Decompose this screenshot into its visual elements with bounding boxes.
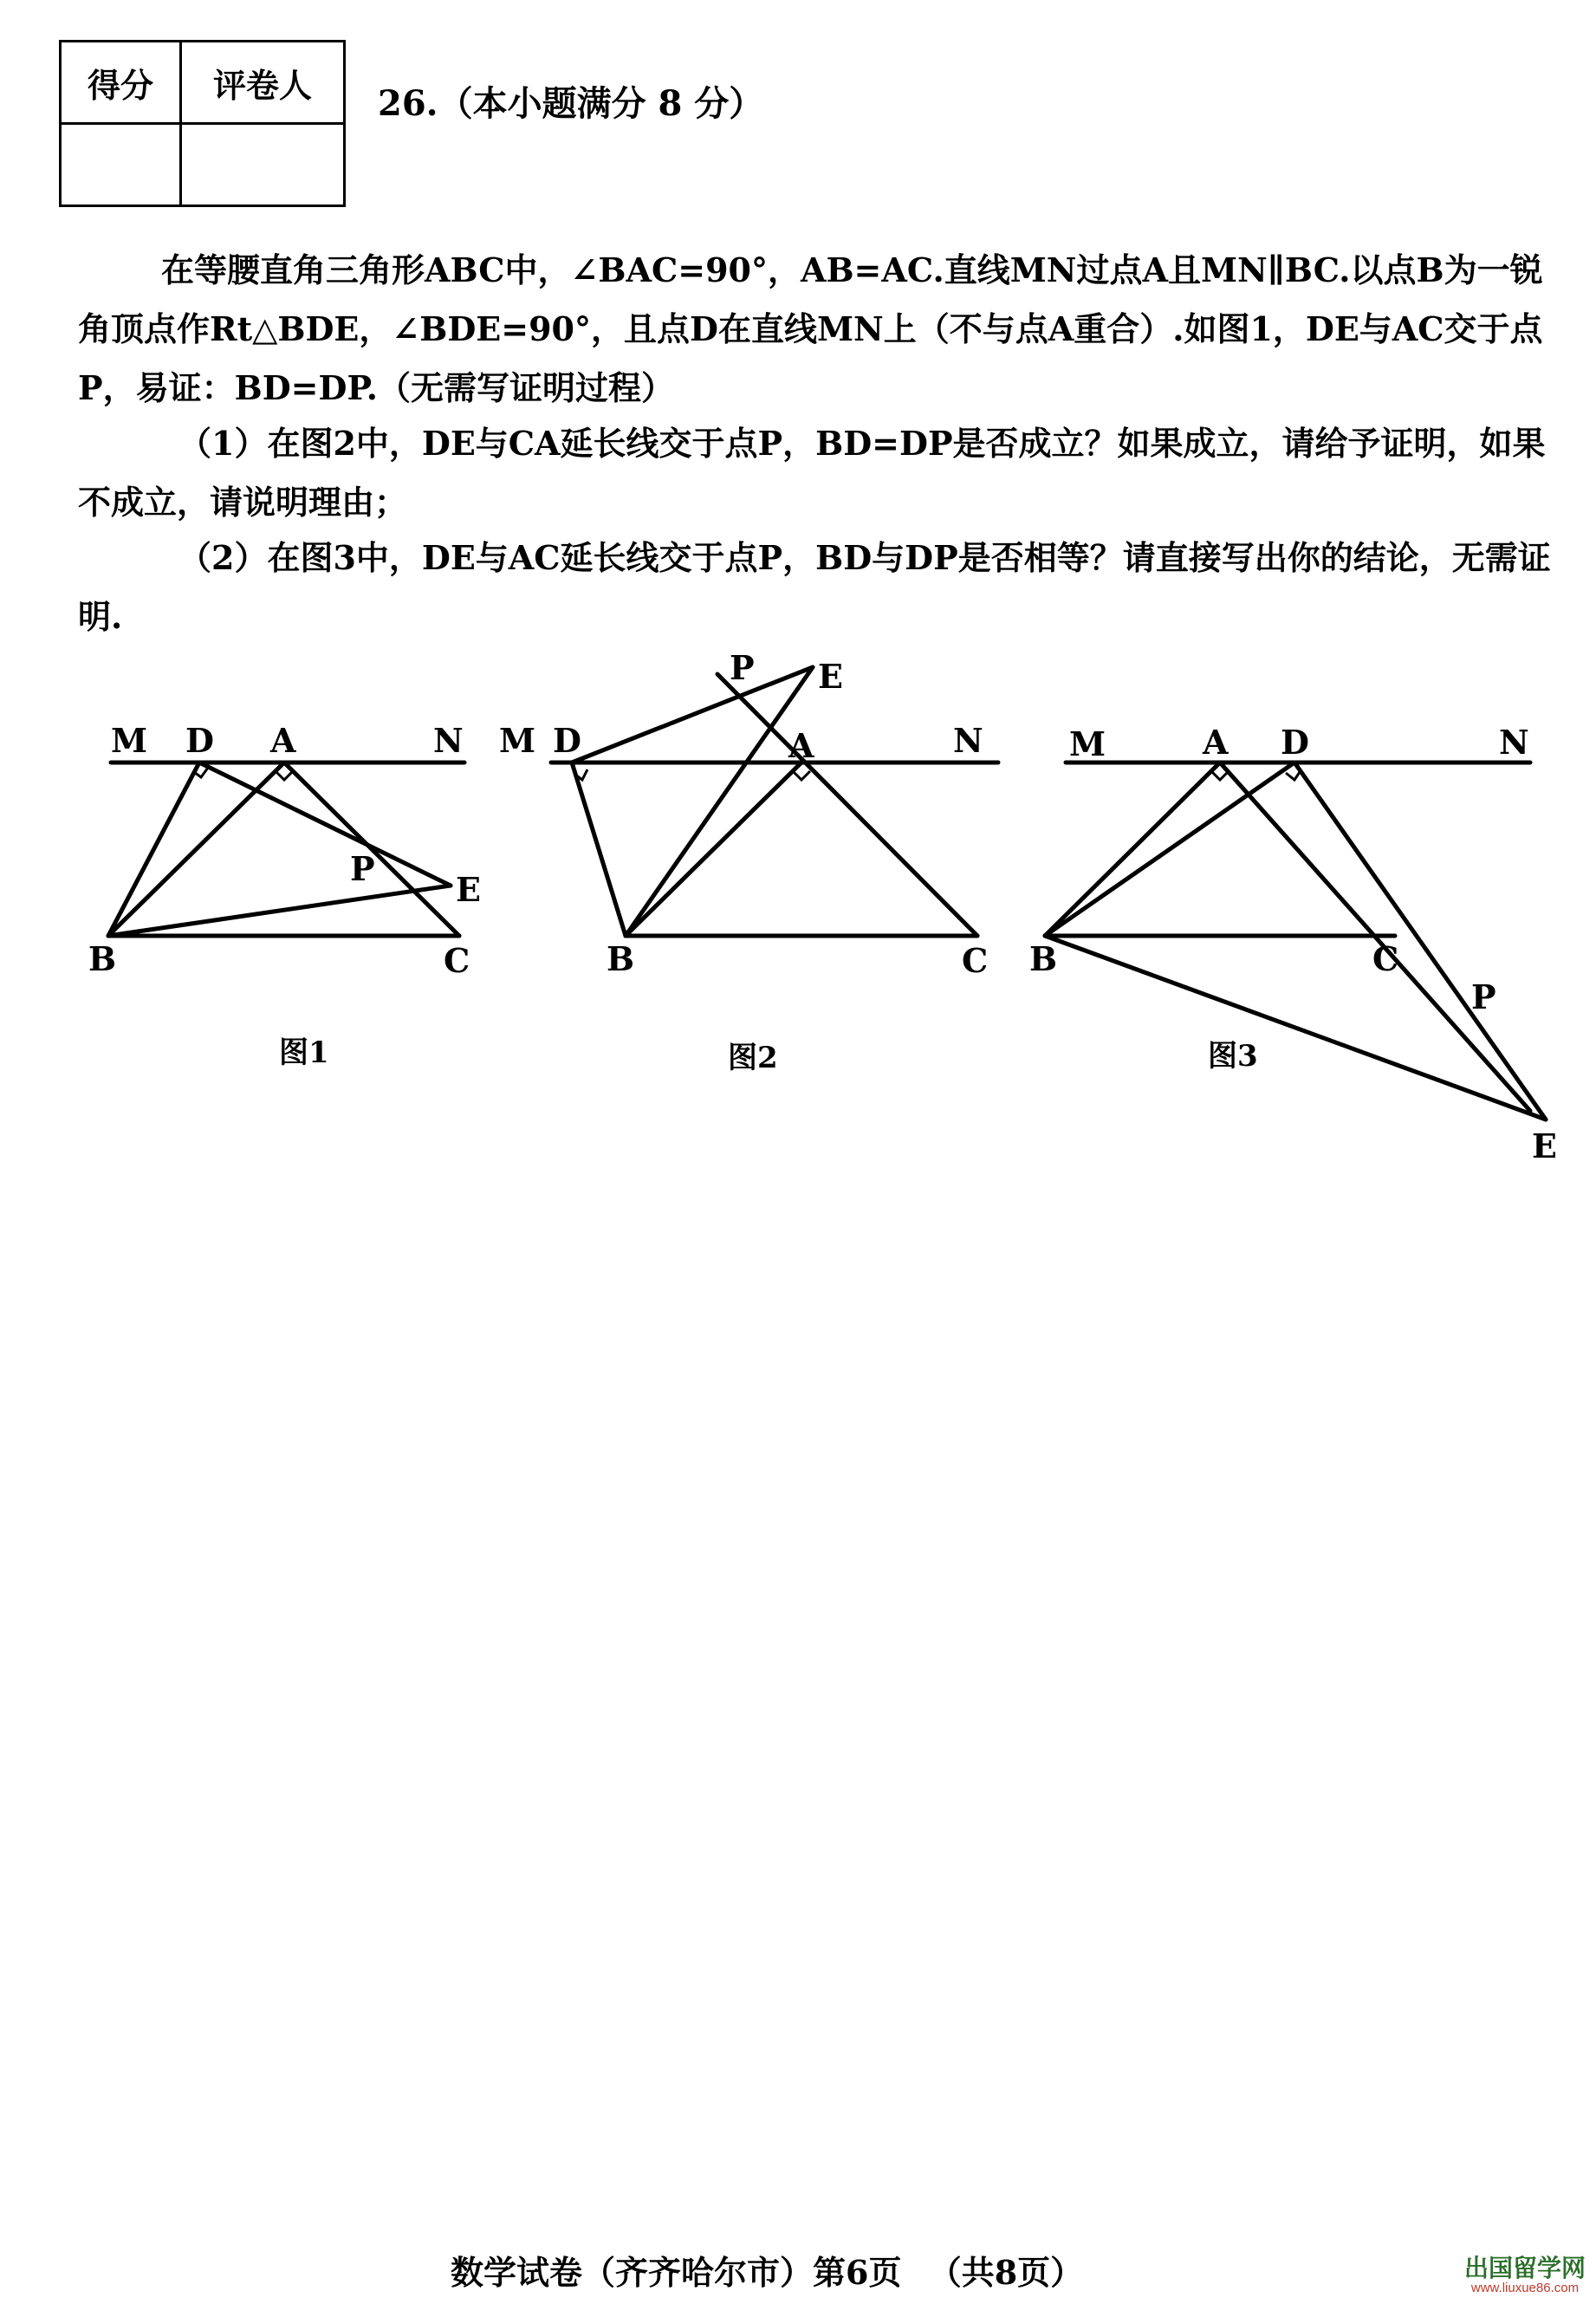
fig1-line-de xyxy=(199,763,451,886)
fig1-label-d: D xyxy=(185,721,214,760)
question-part-2: （2）在图3中，DE与AC延长线交于点P，BD与DP是否相等？请直接写出你的结论，无需证明. xyxy=(78,538,1551,636)
fig1-line-ba xyxy=(108,763,284,936)
figure-1 xyxy=(88,721,481,1070)
fig3-line-ba xyxy=(1045,763,1220,936)
fig2-caption: 图2 xyxy=(728,1041,778,1075)
fig3-line-be xyxy=(1045,936,1546,1120)
watermark-url: www.liuxue86.com xyxy=(1470,2281,1580,2295)
fig2-label-c: C xyxy=(962,941,989,980)
fig2-label-a: A xyxy=(788,726,814,765)
fig3-right-angle-a xyxy=(1211,771,1229,780)
figure-3 xyxy=(1029,723,1557,1165)
fig3-right-angle-d xyxy=(1286,769,1301,780)
footer-total: （共8页） xyxy=(928,2253,1084,2292)
fig1-label-b: B xyxy=(88,939,117,978)
question-intro: 在等腰直角三角形ABC中，∠BAC=90°，AB=AC.直线MN过点A且MN∥BC.以点B为一锐角顶点作Rt△BDE，∠BDE=90°，且点D在直线MN上（不与点A重合）.如图1，DE与AC交于点P，易证：BD=DP.（无需写证明过程） xyxy=(78,250,1543,407)
fig2-label-d: D xyxy=(553,721,581,760)
fig1-line-be xyxy=(108,886,451,936)
figure-2 xyxy=(499,648,998,1075)
fig1-line-bd xyxy=(108,763,199,936)
footer-exam: 数学试卷（齐齐哈尔市）第6页 xyxy=(451,2253,902,2292)
fig2-line-bd xyxy=(572,763,626,936)
fig3-label-a: A xyxy=(1203,723,1229,762)
fig1-label-a: A xyxy=(270,721,296,760)
fig3-label-m: M xyxy=(1069,724,1106,763)
watermark xyxy=(1464,2255,1586,2295)
fig1-label-n: N xyxy=(433,721,464,760)
fig2-label-m: M xyxy=(499,721,536,760)
question-part-1: （1）在图2中，DE与CA延长线交于点P，BD=DP是否成立？如果成立，请给予证明，如果不成立，请说明理由； xyxy=(78,424,1546,522)
fig1-caption: 图1 xyxy=(279,1035,329,1070)
fig2-right-angle-a xyxy=(793,771,810,780)
fig3-label-c: C xyxy=(1372,939,1399,978)
fig1-label-e: E xyxy=(456,870,481,909)
question-title: 26.（本小题满分 8 分） xyxy=(378,83,764,124)
fig3-caption: 图3 xyxy=(1208,1039,1258,1074)
fig3-line-bd xyxy=(1045,763,1294,936)
fig2-line-be xyxy=(626,667,813,936)
fig3-label-b: B xyxy=(1029,939,1058,978)
fig2-label-n: N xyxy=(953,721,983,760)
watermark-name: 出国留学网 xyxy=(1463,2255,1586,2281)
fig1-label-c: C xyxy=(444,941,470,980)
fig3-label-d: D xyxy=(1281,723,1309,762)
fig2-line-de xyxy=(572,667,813,763)
fig3-line-de xyxy=(1294,763,1546,1120)
grader-header: 评卷人 xyxy=(181,42,345,124)
fig1-label-m: M xyxy=(111,721,148,760)
fig3-label-n: N xyxy=(1499,723,1529,762)
fig3-label-p: P xyxy=(1471,977,1496,1016)
fig1-label-p: P xyxy=(350,849,375,888)
fig2-label-e: E xyxy=(818,657,843,696)
score-header: 得分 xyxy=(61,42,181,124)
fig2-label-b: B xyxy=(607,939,635,978)
page-footer xyxy=(451,2246,1099,2294)
fig3-label-e: E xyxy=(1532,1126,1557,1165)
fig1-right-angle-a xyxy=(276,771,293,780)
fig2-label-p: P xyxy=(730,648,755,687)
fig2-line-ba xyxy=(626,763,801,936)
